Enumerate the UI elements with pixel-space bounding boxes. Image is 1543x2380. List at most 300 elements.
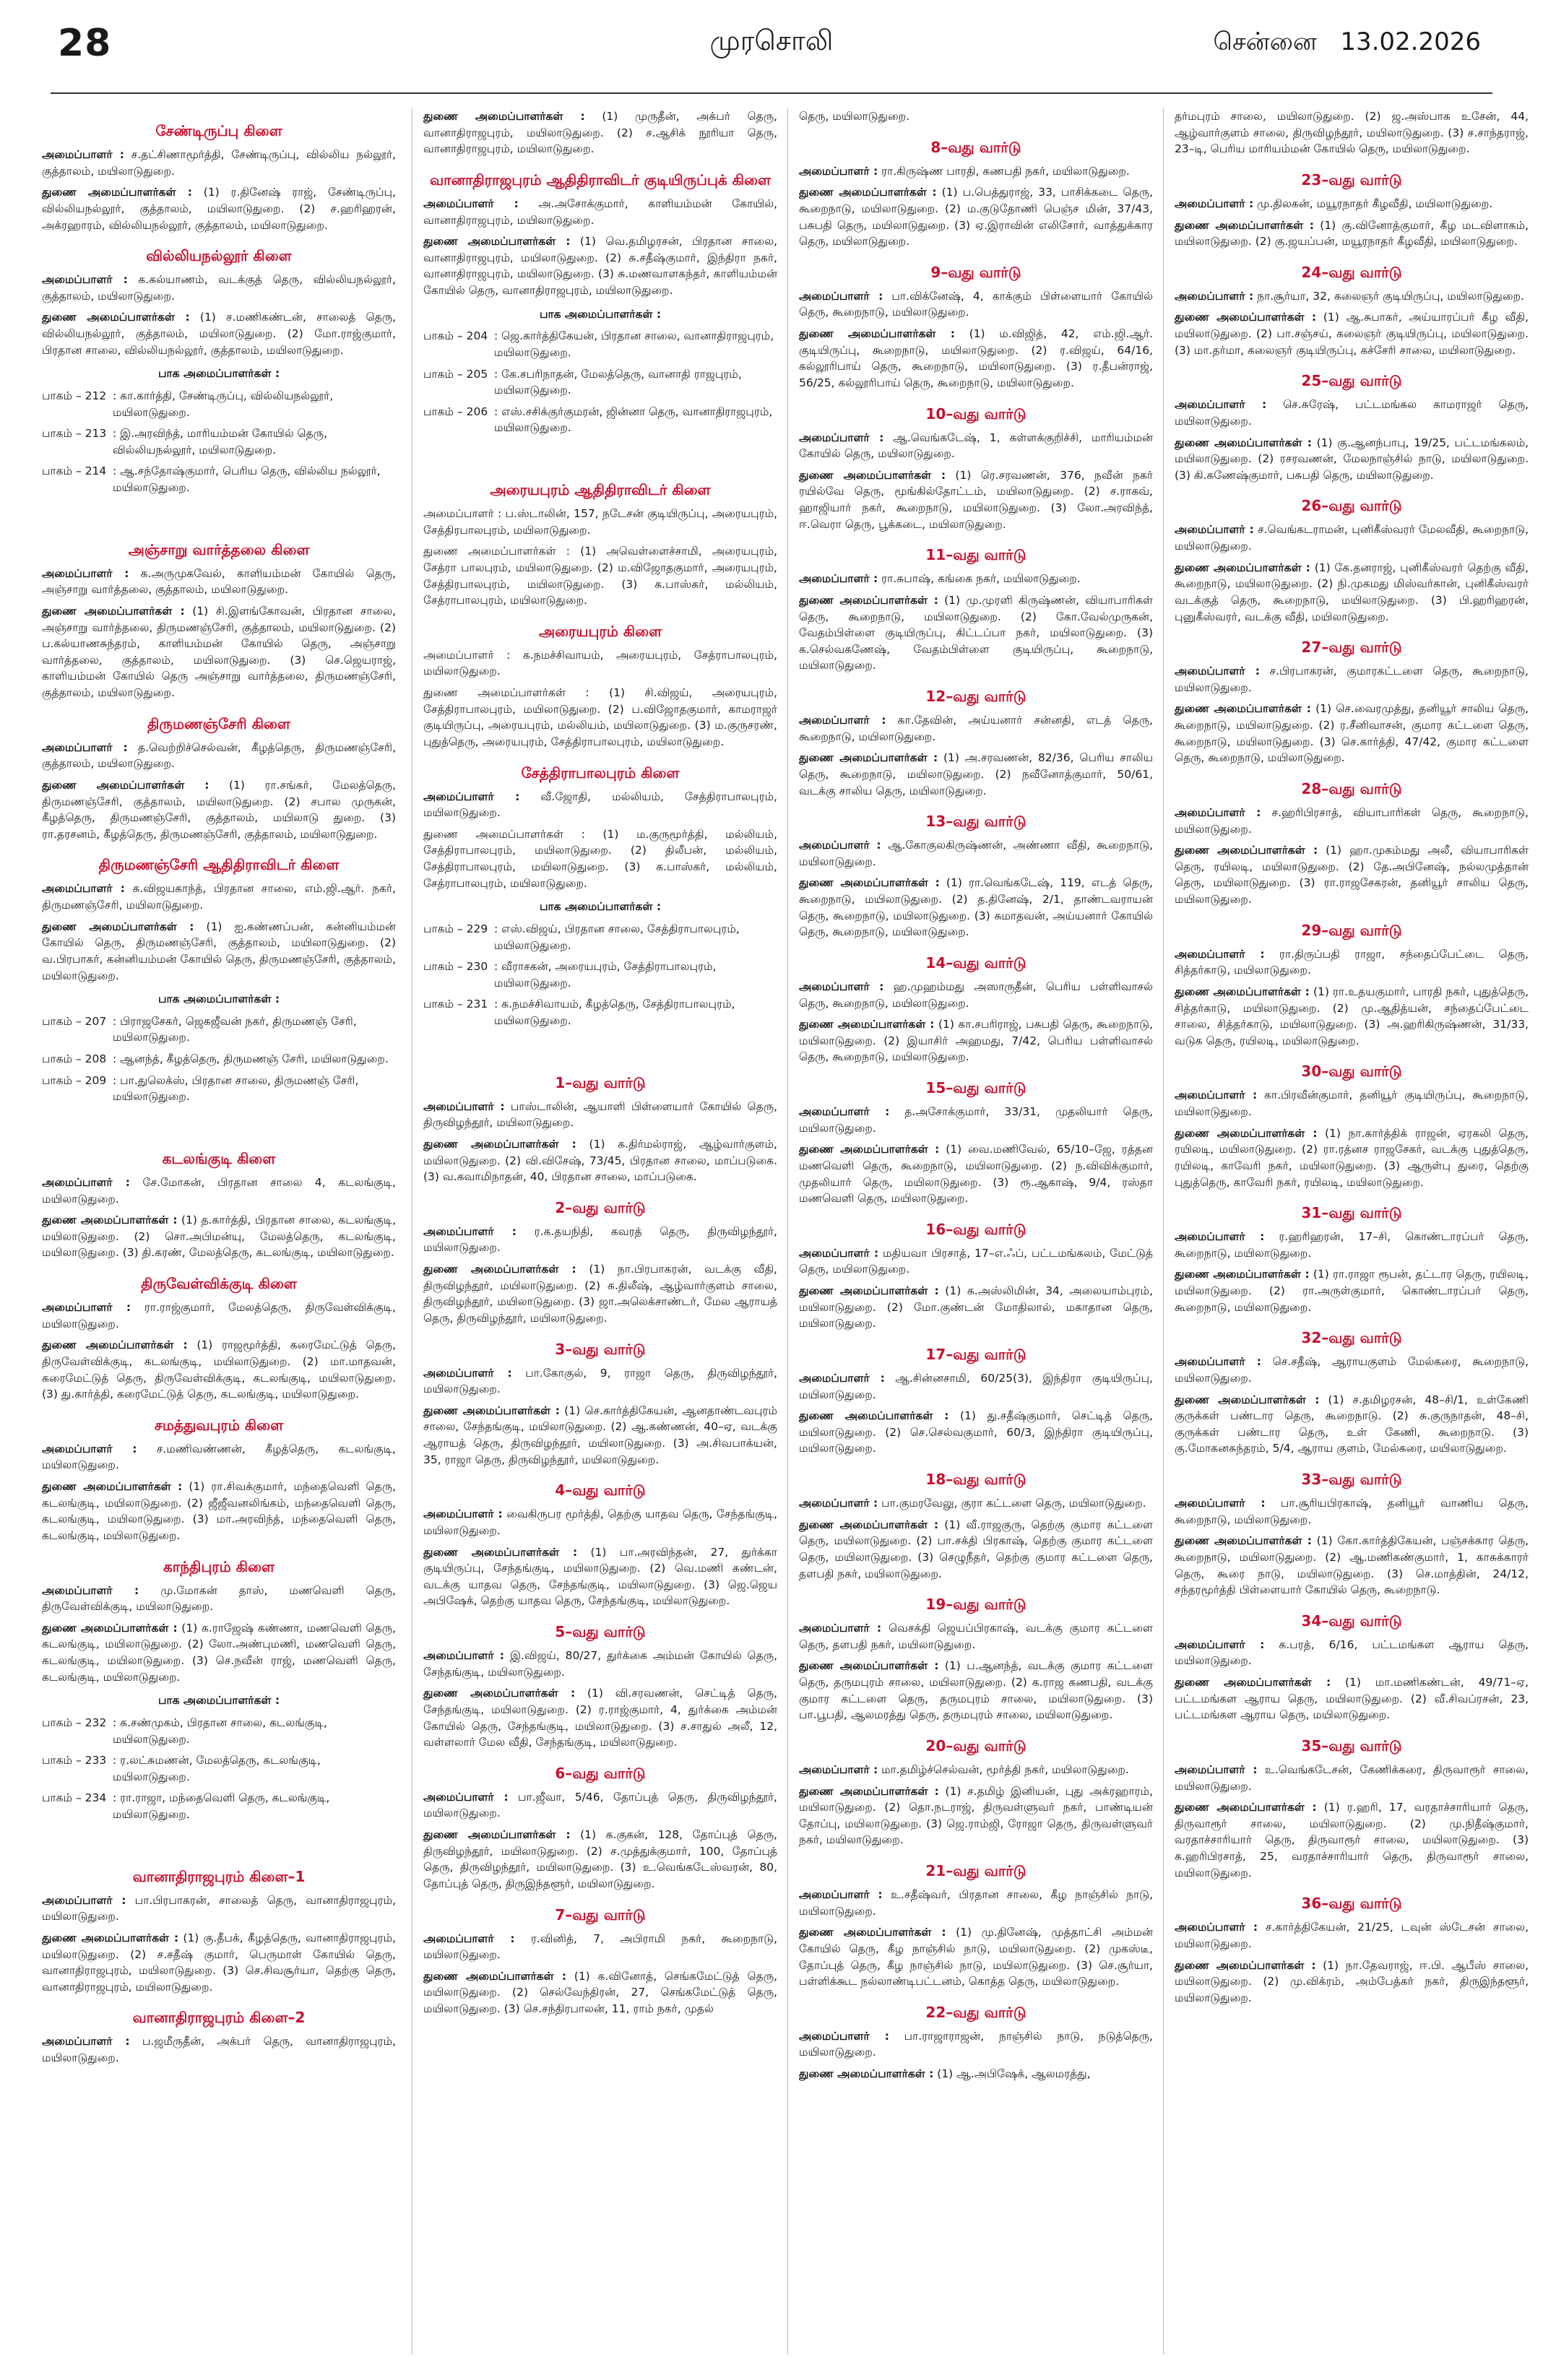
- role-label: துணை அமைப்பாளர்கள் :: [423, 1403, 560, 1417]
- role-label: துணை அமைப்பாளர்கள் :: [423, 1137, 576, 1151]
- section-heading: 10–வது வார்டு: [925, 404, 1026, 423]
- section-heading: 17–வது வார்டு: [925, 1345, 1026, 1363]
- entry-text: (1) மு.தினேஷ், முத்தாட்சி அம்மன் கோயில் தெரு, கீழ நாஞ்சில் நாடு, மயிலாடுதுறை. (2) முகஸ்டீ, தோப்புத் தெரு, கீழ நாஞ்சில் நாடு, மயிலாடுதுறை. (3) செ.சூர்யா, பள்ளிக்கூட நல்லாண்டிபட்டனம், கொத்த தெரு, மயிலாடுதுறை.: [799, 1926, 1153, 1989]
- role-label: அமைப்பாளர் :: [1175, 523, 1254, 537]
- entry-text: வெசக்தி ஜெயப்பிரகாஷ், வடக்கு குமார கட்டளை தெரு, தளபதி நகர், மயிலாடுதுறை.: [799, 1622, 1153, 1651]
- booth-entry: [423, 959, 777, 991]
- role-label: துணை அமைப்பாளர்கள் :: [799, 186, 937, 199]
- entry-paragraph: [1175, 1495, 1529, 1528]
- booth-person: : எஸ்.விஜய், பிரதான சாலை, சேத்திராபாலபுரம், மயிலாடுதுறை.: [494, 922, 740, 952]
- role-label: அமைப்பாளர் :: [42, 148, 124, 161]
- booth-person: : கா.கார்த்தி, சேண்டிருப்பு, வில்லியநல்லூர், மயிலாடுதுறை.: [113, 389, 334, 419]
- entry-text: ர.க.தயநிதி, கவரத் தெரு, திருவிழந்தூர், மயிலாடுதுறை.: [423, 1224, 777, 1255]
- entry-text: க.பரத், 6/16, பட்டமங்கள ஆராய தெரு, மயிலாடுதுறை.: [1175, 1637, 1529, 1668]
- role-label: அமைப்பாளர் :: [799, 164, 878, 178]
- entry-paragraph: [42, 184, 396, 233]
- entry-text: ஆ.கோகுலகிருஷ்ணன், அண்ணா வீதி, கூறைநாடு, மயிலாடுதுறை.: [799, 839, 1153, 868]
- entry-paragraph: [423, 1365, 777, 1398]
- booth-entry: [423, 996, 777, 1029]
- entry-paragraph: [423, 1789, 777, 1822]
- role-label: துணை அமைப்பாளர்கள் :: [1175, 561, 1310, 574]
- section-heading: காந்திபுரம் கிளை: [163, 1557, 275, 1575]
- entry-paragraph: [799, 1924, 1153, 1990]
- role-label: துணை அமைப்பாளர்கள் :: [1175, 218, 1315, 232]
- entry-paragraph: [1175, 842, 1529, 908]
- entry-paragraph: [423, 1224, 777, 1256]
- entry-paragraph: [423, 1506, 777, 1539]
- booth-heading: பாக அமைப்பாளர்கள் :: [157, 367, 280, 381]
- entry-paragraph: [42, 919, 396, 985]
- spacer: [42, 501, 396, 527]
- section-heading: 31–வது வார்டு: [1301, 1204, 1402, 1222]
- entry-paragraph: [1175, 288, 1529, 305]
- section-heading: 5–வது வார்டு: [555, 1623, 646, 1640]
- role-label: அமைப்பாளர் :: [42, 882, 125, 896]
- booth-number: பாகம் – 209: [42, 1073, 107, 1087]
- role-label: அமைப்பாளர் :: [799, 1762, 878, 1776]
- entry-paragraph: [1175, 805, 1529, 837]
- section-heading: 35–வது வார்டு: [1301, 1736, 1402, 1754]
- entry-text: க.கல்யாணம், வடக்குத் தெரு, வில்லியநல்லூர், குத்தாலம், மயிலாடுதுறை.: [42, 273, 396, 303]
- entry-text: உ.வெங்கடேசன், கேணிக்கரை, திருவாரூர் சாலை, மயிலாடுதுறை.: [1175, 1762, 1529, 1793]
- entry-paragraph: [1175, 196, 1529, 212]
- booth-entry: [423, 404, 777, 436]
- entry-paragraph: [423, 1403, 777, 1468]
- role-label: அமைப்பாளர் :: [1175, 1089, 1258, 1102]
- entry-text: (1) நா.பிரபாகரன், வடக்கு வீதி, திருவிழந்தூர், மயிலாடுதுறை. (2) க.திலீஷ், ஆழ்வார்குளம் சாலை, திருவிழந்தூர், மயிலாடுதுறை. (3) ஜா.அலெக்சாண்டர், மேல ஆராயத் தெரு, திருவிழந்தூர், மயிலாடுதுறை.: [423, 1263, 777, 1325]
- role-label: அமைப்பாளர் :: [1175, 398, 1267, 412]
- entry-paragraph: [799, 979, 1153, 1011]
- role-label: அமைப்பாளர் :: [799, 1371, 885, 1385]
- role-label: அமைப்பாளர் :: [799, 572, 878, 586]
- role-label: துணை அமைப்பாளர்கள் :: [799, 1784, 939, 1798]
- entry-paragraph: [799, 1016, 1153, 1065]
- entry-text: (1) ர.தினேஷ் ராஜ், சேண்டிருப்பு, வில்லியநல்லூர், குத்தாலம், மயிலாடுதுறை. (2) ச.ஹரிஹரன், அக்ரஹாரம், வில்லியநல்லூர், குத்தாலம், மயிலாடுதுறை.: [42, 186, 396, 232]
- role-label: துணை அமைப்பாளர்கள் :: [42, 1480, 183, 1493]
- entry-paragraph: [1175, 435, 1529, 484]
- booth-person: : எஸ்.சசிக்குர்குமரன், ஜின்னா தெரு, வானாதிராஜபுரம், மயிலாடுதுறை.: [494, 404, 773, 435]
- section-heading: 18–வது வார்டு: [925, 1471, 1026, 1488]
- section-heading: 21–வது வார்டு: [925, 1862, 1026, 1879]
- entry-text: த.வெற்றிச்செல்வன், கீழத்தெரு, திருமணஞ்சேரி, குத்தாலம், மயிலாடுதுறை.: [42, 740, 396, 771]
- newspaper-name: முரசொலி: [709, 25, 834, 56]
- role-label: அமைப்பாளர் :: [42, 2035, 130, 2048]
- column-divider: [787, 108, 788, 2355]
- section-heading: சமத்துவபுரம் கிளை: [154, 1416, 284, 1434]
- role-label: துணை அமைப்பாளர்கள் :: [1175, 1958, 1316, 1972]
- role-label: துணை அமைப்பாளர்கள் :: [799, 1143, 940, 1156]
- booth-entry: [42, 388, 396, 420]
- entry-paragraph: [423, 196, 777, 228]
- entry-text: இ.விஜய், 80/27, துர்க்கை அம்மன் கோயில் தெரு, சேந்தங்குடி, மயிலாடுதுறை.: [423, 1649, 777, 1679]
- entry-text: (1) அ.சரவணன், 82/36, பெரிய சாலிய தெரு, கூறைநாடு, மயிலாடுதுறை. (2) நவீனோத்குமார், 50/61, வடக்கு சாலிய தெரு, மயிலாடுதுறை.: [799, 751, 1153, 797]
- entry-paragraph: [42, 147, 396, 179]
- entry-text: (1) ரா.சங்கர், மேலத்தெரு, திருமணஞ்சேரி, குத்தாலம், மயிலாடுதுறை. (2) சபால முருகன், கீழத்தெரு, திருமணஞ்சேரி, குத்தாலம், மயிலாடு துறை. (3) ரா.தரசனம், கீழத்தெரு, திருமணஞ்சேரி, குத்தாலம், மயிலாடுதுறை.: [42, 778, 396, 841]
- entry-text: வைகிருபர மூர்த்தி, தெற்கு யாதவ தெரு, சேந்தங்குடி, மயிலாடுதுறை.: [423, 1507, 777, 1537]
- role-label: துணை அமைப்பாளர்கள் :: [799, 1926, 946, 1939]
- entry-paragraph: [42, 566, 396, 598]
- section-heading: 7–வது வார்டு: [555, 1905, 646, 1924]
- section-heading: 26–வது வார்டு: [1301, 497, 1402, 515]
- entry-text: க.அருமுகவேல், காளியம்மன் கோயில் தெரு, அஞ்சாறு வார்த்தலை, குத்தாலம், மயிலாடுதுறை.: [42, 566, 396, 597]
- role-label: அமைப்பாளர் :: [1175, 1637, 1265, 1651]
- booth-entry: [42, 1715, 396, 1747]
- entry-text: (1) வை.மணிவேல், 65/10–ஜே, ரத்தன மணவெளி தெரு, கூறைநாடு, மயிலாடுதுறை. (2) ந.விவிக்குமார், முதலியார் தெரு, மயிலாடுதுறை. (3) ரூ.ஆகாஷ், 9/4, ரஸ்தா மணவெளி தெரு, மயிலாடுதுறை.: [799, 1143, 1153, 1206]
- entry-text: (1) வி.சரவணன், செட்டித் தெரு, சேந்தங்குடி, மயிலாடுதுறை. (2) ர.ராஜ்குமார், 4, துர்க்கை அம்மன் கோயில் தெரு, சேந்தங்குடி, மயிலாடுதுறை. (3) ச.சாதுல் அலீ, 12, வள்ளலார் மேல வீதி, சேந்தங்குடி, மயிலாடுதுறை.: [423, 1687, 777, 1749]
- booth-number: பாகம் – 204: [423, 329, 488, 343]
- entry-paragraph: [799, 1517, 1153, 1583]
- entry-text: (1) மா.மணிகண்டன், 49/71–ஏ, பட்டமங்கள ஆராய தெரு, மயிலாடுதுறை. (2) வீ.சிவப்ரசன், 23, பட்டமங்கள ஆராய தெரு, மயிலாடுதுறை.: [1175, 1676, 1529, 1722]
- entry-paragraph: [1175, 1637, 1529, 1669]
- role-label: அமைப்பாளர் :: [423, 1224, 517, 1238]
- entry-paragraph: துணை அமைப்பாளர்கள் : (1) சி.விஜய், அரையபுரம், சேத்திராபாலபுரம், மயிலாடுதுறை. (2) ப.விஜோதகுமார், காமராஜர் குடியிருப்பு, அரையபுரம், மல்லியம், மயிலாடுதுறை. (3) ம.குருசரண், புதுத்தெரு, அரையபுரம், சேத்திராபாலபுரம், மயிலாடுதுறை.: [423, 686, 777, 748]
- section-heading: கடலங்குடி கிளை: [162, 1149, 276, 1167]
- entry-text: கா.தேவின், அய்யனார் சன்னதி, எடத் தெரு, கூறைநாடு, மயிலாடுதுறை.: [799, 714, 1153, 743]
- section-heading: 24–வது வார்டு: [1301, 263, 1402, 281]
- section-heading: 19–வது வார்டு: [925, 1596, 1026, 1614]
- role-label: அமைப்பாளர் :: [1175, 1230, 1265, 1244]
- entry-paragraph: [42, 309, 396, 358]
- role-label: துணை அமைப்பாளர்கள் :: [1175, 1534, 1312, 1548]
- entry-text: ர.ஹரிஹரன், 17–சி, கொண்டாரப்பர் தெரு, கூறைநாடு, மயிலாடுதுறை.: [1175, 1230, 1529, 1260]
- entry-text: மு.திலகன், மயூரநாதர் கீழவீதி, மயிலாடுதுறை.: [1253, 196, 1493, 210]
- entry-text: செ.சதீஷ், ஆராயகுளம் மேல்கரை, கூறைநாடு, மயிலாடுதுறை.: [1175, 1355, 1529, 1385]
- section-heading: 30–வது வார்டு: [1301, 1063, 1402, 1081]
- role-label: துணை அமைப்பாளர்கள் :: [799, 876, 940, 890]
- role-label: அமைப்பாளர் :: [1175, 947, 1265, 961]
- section-heading: 1–வது வார்டு: [555, 1073, 646, 1091]
- role-label: துணை அமைப்பாளர்கள் :: [1175, 702, 1311, 716]
- entry-text: (1) க.ராஜேஷ் கண்ணா, மணவெளி தெரு, கடலங்குடி, மயிலாடுதுறை. (2) லோ.அண்புமணி, மணவெளி தெரு, கடலங்குடி, மயிலாடுதுறை. (3) செ.நவீன் ராஜ், மணவெளி தெரு, கடலங்குடி, மயிலாடுதுறை.: [42, 1621, 396, 1684]
- entry-paragraph: [42, 740, 396, 772]
- entry-paragraph: [1175, 1674, 1529, 1723]
- section-heading: 25–வது வார்டு: [1301, 372, 1402, 390]
- role-label: துணை அமைப்பாளர்கள் :: [799, 1409, 949, 1423]
- role-label: அமைப்பாளர் :: [799, 430, 884, 444]
- column-1: [42, 108, 396, 2355]
- spacer: [42, 1110, 396, 1136]
- entry-paragraph: [1175, 1957, 1529, 2007]
- entry-text: ஆ.சின்னசாமி, 60/25(3), இந்திரா குடியிருப்பு, மயிலாடுதுறை.: [799, 1371, 1153, 1401]
- booth-number: பாகம் – 207: [42, 1014, 107, 1028]
- booth-number: பாகம் – 234: [42, 1791, 107, 1805]
- entry-paragraph: [1175, 1087, 1529, 1120]
- booth-entry: [42, 1073, 396, 1105]
- entry-text: (1) ச.தமிழ் இனியன், புது அக்ரஹாரம், மயிலாடுதுறை. (2) தொ.நடராஜ், திருவள்ளுவர் நகர், பாண்டியன் தோப்பு, மயிலாடுதுறை. (3) ஜெ.ராம்ஜி, ரோஜா தெரு, திருவள்ளுவர் நகர், மயிலாடுதுறை.: [799, 1784, 1153, 1847]
- entry-text: (1) கா.சபரிராஜ், பசுபதி தெரு, கூறைநாடு, மயிலாடுதுறை. (2) இயாசிர் அஹமது, 7/42, பெரிய பள்ளிவாசல் தெரு, கூறைநாடு, மயிலாடுதுறை.: [799, 1018, 1153, 1064]
- entry-paragraph: [42, 1337, 396, 1403]
- booth-entry: [42, 1051, 396, 1068]
- entry-text: கா.பிரவீன்குமார், தனியூர் குடியிருப்பு, கூறைநாடு, மயிலாடுதுறை.: [1175, 1089, 1529, 1118]
- entry-text: (1) வெ.தமிழரசன், பிரதான சாலை, வானாதிராஜபுரம், மயிலாடுதுறை. (2) சு.சதீஷ்குமார், இந்திரா நகர், வானாதிராஜபுரம், மயிலாடுதுறை. (3) சு.மணவாளகந்தர், காளியம்மன் கோயில் தெரு, வானாதிராஜபுரம், மயிலாடுதுறை.: [423, 235, 777, 297]
- header-rule: [51, 92, 1492, 94]
- entry-paragraph: [423, 1968, 777, 2017]
- role-label: துணை அமைப்பாளர்கள் :: [1175, 311, 1317, 324]
- role-label: அமைப்பாளர் :: [1175, 1921, 1258, 1934]
- entry-paragraph: [799, 750, 1153, 799]
- entry-text: (1) ஆ.சுபாகர், அய்யாரப்பர் கீழ வீதி, மயிலாடுதுறை. (2) பா.சஞ்சய், கலைஞர் குடியிருப்பு, மயிலாடுதுறை. (3) மா.தர்மா, கலைஞர் குடியிருப்பு, கச்சேரி சாலை, மயிலாடுதுறை.: [1175, 311, 1529, 357]
- entry-paragraph: [799, 1370, 1153, 1403]
- entry-paragraph: [799, 1283, 1153, 1332]
- entry-paragraph: [799, 712, 1153, 745]
- entry-text: (1) செ.வைரமுத்து, தனியூர் சாலிய தெரு, கூறைநாடு, மயிலாடுதுறை. (2) ர.சீனிவாசன், குமார கட்டளை தெரு, கூறைநாடு, மயிலாடுதுறை. (3) செ.கார்த்தி, 47/42, குமார கட்டளை தெரு, கூறைநாடு, மயிலாடுதுறை.: [1175, 702, 1529, 765]
- role-label: துணை அமைப்பாளர்கள் :: [1175, 436, 1312, 449]
- entry-paragraph: தர்மபுரம் சாலை, மயிலாடுதுறை. (2) ஜ.அஸ்பாக உசேன், 44, ஆழ்வார்குளம் சாலை, திருவிழந்தூர், மயிலாடுதுறை. (3) ச.சாந்தராஜ், 23–டி, பெரிய மாரியம்மன் கோயில் தெரு, மயிலாடுதுறை.: [1175, 110, 1529, 156]
- booth-person: : ஆனந்த், கீழத்தெரு, திருமணஞ் சேரி, மயிலாடுதுறை.: [113, 1052, 389, 1065]
- section-heading: திருவேள்விக்குடி கிளை: [141, 1275, 297, 1292]
- entry-paragraph: [1175, 522, 1529, 554]
- entry-text: (1) வீ.ராஜகுரு, தெற்கு குமார கட்டளை தெரு, மயிலாடுதுறை. (2) பா.சக்தி பிரகாஷ், தெற்கு குமார கட்டளை தெரு, மயிலாடுதுறை. (3) செழுநீதர், தெற்கு குமார கட்டளை தெரு, தளபதி நகர், மயிலாடுதுறை.: [799, 1518, 1153, 1580]
- booth-number: பாகம் – 230: [423, 960, 488, 974]
- section-heading: 32–வது வார்டு: [1301, 1329, 1402, 1347]
- role-label: துணை அமைப்பாளர்கள் :: [423, 1545, 578, 1559]
- booth-person: : பா.துலெக்ஸ், பிரதான சாலை, திருமணஞ் சேரி, மயிலாடுதுறை.: [113, 1073, 359, 1104]
- role-label: அமைப்பாளர் :: [1175, 1762, 1258, 1776]
- entry-text: (1) மு.முரளி கிருஷ்ணன், வியாபாரிகள் தெரு, கூறைநாடு, மயிலாடுதுறை. (2) கோ.வேல்முருகன், வேதம்பிள்ளை குடியிருப்பு, கிட்டப்பா நகர், மயிலாடுதுறை. (3) க.செல்வகணேஷ், வேதம்பிள்ளை குடியிருப்பு, கூறைநாடு, மயிலாடுதுறை.: [799, 593, 1153, 672]
- booth-person: : ர.லட்சுமணன், மேலத்தெரு, கடலங்குடி, மயிலாடுதுறை.: [113, 1754, 321, 1783]
- role-label: அமைப்பாளர் :: [1175, 1497, 1266, 1510]
- entry-text: (1) ச.தமிழரசன், 48–சி/1, உள்கேணி குருக்கள் பண்டார தெரு, கூறைநாடு. (2) சு.குருநாதன், 48–சி, குருக்கள் பண்டார தெரு, உள் கேணி, கூறைநாடு. (3) கு.மோகனசுந்தரம், 5/4, ஆராய குளம், மேல்கரை, மயிலாடுதுறை.: [1175, 1393, 1529, 1455]
- section-heading: அரையபுரம் ஆதிதிராவிடர் கிளை: [490, 481, 711, 498]
- section-heading: 33–வது வார்டு: [1301, 1471, 1402, 1488]
- entry-paragraph: [423, 1261, 777, 1327]
- entry-text: (1) சி.இளங்கோவன், பிரதான சாலை, அஞ்சாறு வார்த்தலை, திருமணஞ்சேரி, குத்தாலம், மயிலாடுதுறை. (2) ப.கல்யாணசுந்தரம், காளியம்மன் கோயில் தெரு, அஞ்சாறு வார்த்தலை, குத்தாலம், மயிலாடுதுறை. (3) செ.ஜெயராஜ், காளியம்மன் கோயில் தெரு அஞ்சாறு வார்த்தலை, திருமணஞ்சேரி, குத்தாலம், மயிலாடுதுறை.: [42, 604, 396, 699]
- entry-paragraph: [42, 1479, 396, 1544]
- entry-paragraph: [42, 1620, 396, 1686]
- entry-paragraph: [1175, 984, 1529, 1050]
- entry-paragraph: [799, 430, 1153, 462]
- entry-paragraph: [1175, 1762, 1529, 1794]
- booth-person: : பிராஜசேகர், ஜெகஜீவன் நகர், திருமணஞ் சேரி, மயிலாடுதுறை.: [113, 1014, 357, 1044]
- entry-text: ப.ஜமீருதீன், அக்பர் தெரு, வானாதிராஜபுரம், மயிலாடுதுறை.: [42, 2035, 396, 2064]
- entry-text: (1) ரெ.சரவணன், 376, நவீன் நகர் ரயில்வே தெரு, மூங்கில்தோட்டம், மயிலாடுதுறை. (2) ச.ராகவ், ஹாஜியார் நகர், கூறைநாடு, மயிலாடுதுறை. (3) லோ.அரவிந்த், ஈ.வெரா தெரு, பூக்கடை, மயிலாடுதுறை.: [799, 468, 1153, 531]
- entry-paragraph: துணை அமைப்பாளர்கள் : (1) ம.குருமூர்த்தி, மல்லியம், சேத்திராபாலபுரம், மயிலாடுதுறை. (2) திலீபன், மல்லியம், சேத்திராபாலபுரம், மயிலாடுதுறை. (3) க.பாஸ்கர், மல்லியம், சேத்ராபாலபுரம், மயிலாடுதுறை.: [423, 827, 777, 890]
- role-label: அமைப்பாளர் :: [42, 1583, 139, 1597]
- section-heading: 16–வது வார்டு: [925, 1220, 1026, 1238]
- entry-text: க.விஜயகாந்த், பிரதான சாலை, எம்.ஜி.ஆர். நகர், திருமணஞ்சேரி, மயிலாடுதுறை.: [42, 882, 396, 912]
- booth-entry: [42, 463, 396, 496]
- role-label: துணை அமைப்பாளர்கள் :: [1175, 844, 1318, 857]
- booth-heading: பாக அமைப்பாளர்கள் :: [157, 1694, 280, 1708]
- entry-text: (1) ப.பெத்துராஜ், 33, பாசிக்கடை தெரு, கூறைநாடு, மயிலாடுதுறை. (2) ம.குடுதோணி பெஞ்ச மின், 37/43, பசுபதி தெரு, மயிலாடுதுறை. (3) ஏ.இராவின் எலிசோர், வாத்துக்கார தெரு, மயிலாடுதுறை.: [799, 186, 1153, 248]
- booth-entry: [42, 1013, 396, 1046]
- booth-entry: [423, 366, 777, 399]
- spacer: [42, 1828, 396, 1854]
- entry-text: (1) கே.தனராஜ், புனிகீஸ்வரர் தெற்கு வீதி, கூறைநாடு, மயிலாடுதுறை. (2) நி.முகமது மிஸ்வர்கான், புனிகீஸ்வரர் வடக்குத் தெரு, கூறைநாடு, மயிலாடுதுறை. (3) பி.ஹரிஹரன், புனுகீஸ்வரர், வடக்கு வீதி, மயிலாடுதுறை.: [1175, 561, 1529, 623]
- booth-person: : ரா.ராஜா, மந்தைவெளி தெரு, கடலங்குடி, மயிலாடுதுறை.: [113, 1791, 330, 1821]
- entry-paragraph: [1175, 946, 1529, 979]
- role-label: அமைப்பாளர் :: [1175, 665, 1260, 678]
- entry-text: பா.கோகுல், 9, ராஜா தெரு, திருவிழந்தூர், மயிலாடுதுறை.: [423, 1366, 777, 1396]
- booth-entry: [423, 921, 777, 953]
- entry-text: ரா.திருப்பதி ராஜா, சந்தைப்பேட்டை தெரு, சித்தர்காடு, மயிலாடுதுறை.: [1175, 947, 1529, 977]
- role-label: அமைப்பாளர் :: [423, 1099, 505, 1113]
- role-label: துணை அமைப்பாளர்கள் :: [799, 593, 938, 607]
- entry-text: (1) க.அஸ்லிமின், 34, அலையாம்புரம், மயிலாடுதுறை. (2) மோ.குண்டன் மோதிலால், மகாதான தெரு, மயிலாடுதுறை.: [799, 1284, 1153, 1330]
- role-label: துணை அமைப்பாளர்கள் :: [799, 327, 955, 340]
- role-label: துணை அமைப்பாளர்கள் :: [42, 1931, 179, 1944]
- booth-person: : ஜெ.கார்த்திகேயன், பிரதான சாலை, வானாதிராஜபுரம், மயிலாடுதுறை.: [494, 329, 774, 359]
- role-label: அமைப்பாளர் :: [799, 979, 884, 993]
- entry-text: (1) த.கார்த்தி, பிரதான சாலை, கடலங்குடி, மயிலாடுதுறை. (2) சொ.அபிமன்யு, மேலத்தெரு, கடலங்குடி, மயிலாடுதுறை. (3) தி.கரண், மேலத்தெரு, கடலங்குடி, மயிலாடுதுறை.: [42, 1213, 396, 1260]
- entry-paragraph: [1175, 397, 1529, 429]
- entry-text: (1) ஐ.கண்ணப்பன், கன்னியம்மன் கோயில் தெரு, திருமணஞ்சேரி, குத்தாலம், மயிலாடுதுறை. (2) வ.பிரபாகர், கன்னியம்மன் கோயில் தெரு, திருமணஞ்சேரி, குத்தாலம், மயிலாடுதுறை.: [42, 919, 396, 982]
- role-label: துணை அமைப்பாளர்கள் :: [799, 2067, 934, 2080]
- entry-paragraph: [799, 571, 1153, 587]
- entry-paragraph: அமைப்பாளர் : ப.ஸ்டாலின், 157, நடேசன் குடியிருப்பு, அரையபுரம், சேத்திரபாலபுரம், மயிலாடுதுறை.: [423, 507, 777, 537]
- section-heading: வானாதிராஜபுரம் கிளை–1: [132, 1867, 306, 1885]
- entry-text: ஹ.முஹம்மது அஸாருதீன், பெரிய பள்ளிவாசல் தெரு, கூறைநாடு, மயிலாடுதுறை.: [799, 979, 1153, 1010]
- section-heading: வில்லியநல்லூர் கிளை: [146, 247, 292, 265]
- entry-text: (1) நா.கார்த்திக் ராஜன், ஏரகலி தெரு, ரயிலடி, மயிலாடுதுறை. (2) ரா.ரத்னச ராஜசேகர், வடக்கு புதுத்தெரு, ரயிலடி, காவேரி நகர், மயிலாடுதுறை. (3) ஆருள்பு துரை, தெற்கு புதுத்தெரு, காவேரி நகர், ரயிலடி, மயிலாடுதுறை.: [1175, 1126, 1529, 1189]
- role-label: அமைப்பாளர் :: [42, 1893, 126, 1907]
- role-label: அமைப்பாளர் :: [423, 789, 520, 803]
- role-label: அமைப்பாளர் :: [42, 1301, 131, 1314]
- booth-person: : ஆ.சந்தோஷ்குமார், பெரிய தெரு, வில்லிய நல்லூர், மயிலாடுதுறை.: [113, 464, 381, 494]
- section-heading: 15–வது வார்டு: [925, 1079, 1026, 1096]
- entry-paragraph: [423, 1931, 777, 1963]
- entry-paragraph: [42, 1583, 396, 1615]
- role-label: அமைப்பாளர் :: [42, 273, 128, 287]
- entry-paragraph: [799, 1104, 1153, 1136]
- entry-text: (1) கு.வினோத்குமார், கீழ மடவிளாகம், மயிலாடுதுறை. (2) கு.ஜயப்பன், மயூரநாதர் கீழவீதி, மயிலாடுதுறை.: [1175, 218, 1529, 248]
- entry-paragraph: [1175, 1229, 1529, 1261]
- entry-text: பா.ஜீவா, 5/46, தோப்புத் தெரு, திருவிழந்தூர், மயிலாடுதுறை.: [423, 1790, 777, 1820]
- role-label: துணை அமைப்பாளர்கள் :: [42, 1621, 178, 1635]
- booth-person: : வீராசகன், அரையபுரம், சேத்திராபாலபுரம், மயிலாடுதுறை.: [494, 960, 717, 990]
- entry-paragraph: [799, 1408, 1153, 1457]
- entry-text: ச.கார்த்திகேயன், 21/25, டவுன் ஸ்டேசன் சாலை, மயிலாடுதுறை.: [1175, 1921, 1529, 1950]
- entry-text: பா.சூரியபிரகாஷ், தனியூர் வாணிய தெரு, கூறைநாடு, மயிலாடுதுறை.: [1175, 1497, 1529, 1526]
- booth-number: பாகம் – 214: [42, 464, 107, 478]
- role-label: அமைப்பாளர் :: [423, 1507, 503, 1521]
- entry-text: (1) ச.மணிகண்டன், சாலைத் தெரு, வில்லியநல்லூர், குத்தாலம், மயிலாடுதுறை. (2) மோ.ராஜ்குமார், பிரதான சாலை, வில்லியநல்லூர், குத்தாலம், மயிலாடுதுறை.: [42, 311, 396, 357]
- role-label: துணை அமைப்பாளர்கள் :: [1175, 1676, 1331, 1689]
- role-label: துணை அமைப்பாளர்கள் :: [42, 919, 194, 933]
- role-label: துணை அமைப்பாளர்கள் :: [423, 110, 585, 123]
- role-label: அமைப்பாளர் :: [42, 566, 129, 580]
- section-heading: திருமணஞ்சேரி கிளை: [147, 714, 290, 732]
- role-label: துணை அமைப்பாளர்கள் :: [42, 778, 209, 792]
- section-heading: 22–வது வார்டு: [925, 2003, 1026, 2021]
- role-label: அமைப்பாளர் :: [799, 1105, 890, 1118]
- spacer: [423, 1034, 777, 1060]
- booth-heading: பாக அமைப்பாளர்கள் :: [157, 992, 280, 1006]
- role-label: அமைப்பாளர் :: [423, 1649, 505, 1662]
- entry-paragraph: [42, 1212, 396, 1261]
- entry-text: ச.வெங்கடராமன், புனிகீஸ்வரர் மேலவீதி, கூறைநாடு, மயிலாடுதுறை.: [1175, 523, 1529, 553]
- entry-text: (1) முருதீன், அக்பர் தெரு, வானாதிராஜபுரம், மயிலாடுதுறை. (2) ச.ஆசிக் நூரியா தெரு, வானாதிராஜபுரம், மயிலாடுதுறை.: [423, 110, 777, 156]
- entry-text: ச.தட்சிணாமூர்த்தி, சேண்டிருப்பு, வில்லிய நல்லூர், குத்தாலம், மயிலாடுதுறை.: [42, 148, 396, 178]
- section-heading: 23–வது வார்டு: [1301, 170, 1402, 189]
- section-heading: 27–வது வார்டு: [1301, 639, 1402, 657]
- booth-entry: [42, 425, 396, 458]
- role-label: துணை அமைப்பாளர்கள் :: [799, 1659, 939, 1673]
- entry-paragraph: [1175, 1919, 1529, 1952]
- booth-number: பாகம் – 208: [42, 1052, 107, 1065]
- entry-text: ரா.சுபாஷ், கங்கை நகர், மயிலாடுதுறை.: [878, 572, 1081, 586]
- role-label: துணை அமைப்பாளர்கள் :: [423, 1828, 571, 1841]
- entry-text: பா.பிரபாகரன், சாலைத் தெரு, வானாதிராஜபுரம், மயிலாடுதுறை.: [42, 1893, 396, 1924]
- entry-paragraph: [1175, 1799, 1529, 1881]
- column-4: [1175, 108, 1529, 2355]
- entry-text: (1) க.குகன், 128, தோப்புத் தெரு, திருவிழந்தூர், மயிலாடுதுறை. (2) ச.முத்துக்குமார், 100, தோப்புத் தெரு, திருவிழந்தூர், மயிலாடுதுறை. (3) உ.வெங்கடேஸ்வரன், 80, தோப்புத் தெரு, திருஇந்தளூர், மயிலாடுதுறை.: [423, 1828, 777, 1890]
- role-label: அமைப்பாளர் :: [42, 1175, 130, 1189]
- entry-paragraph: [799, 2028, 1153, 2061]
- entry-paragraph: [799, 1658, 1153, 1723]
- booth-number: பாகம் – 212: [42, 389, 107, 402]
- entry-paragraph: [1175, 663, 1529, 696]
- booth-entry: [42, 1790, 396, 1822]
- section-heading: 28–வது வார்டு: [1301, 779, 1402, 797]
- entry-text: (1) ம.விஜித், 42, எம்.ஜி.ஆர். குடியிருப்பு, கூறைநாடு, மயிலாடுதுறை. (2) ர.விஜய், 64/16, கல்லூரிபாய் தெரு, கூறைநாடு, மயிலாடுதுறை. (3) ர.தீபன்ராஜ், 56/25, கல்லூரிபாய் தெரு, கூறைநாடு, மயிலாடுதுறை.: [799, 327, 1153, 389]
- role-label: அமைப்பாளர் :: [42, 740, 128, 754]
- entry-text: (1) செ.கார்த்திகேயன், ஆனதாண்டவபுரம் சாலை, சேந்தங்குடி, மயிலாடுதுறை. (2) ஆ.கண்ணன், 40–ஏ, வடக்கு ஆராயத் தெரு, திருவிழந்தூர், மயிலாடுதுறை. (3) அ.சிவபாக்யன், 35, ராஜா தெரு, திருவிழந்தூர், மயிலாடுதுறை.: [423, 1403, 777, 1466]
- entry-text: (1) ராஜமூர்த்தி, கரைமேட்டுத் தெரு, திருவேள்விக்குடி, கடலங்குடி, மயிலாடுதுறை. (2) மா.மாதவன், கரைமேட்டுத் தெரு, திருவேள்விக்குடி, கடலங்குடி, மயிலாடுதுறை. (3) து.கார்த்தி, கரைமேட்டுத் தெரு, கடலங்குடி, மயிலாடுதுறை.: [42, 1338, 396, 1401]
- role-label: அமைப்பாளர் :: [799, 839, 881, 852]
- role-label: அமைப்பாளர் :: [799, 1497, 878, 1510]
- booth-heading: பாக அமைப்பாளர்கள் :: [539, 900, 662, 914]
- entry-text: ச.ஹரிபிரசாத், வியாபாரிகள் தெரு, கூறைநாடு, மயிலாடுதுறை.: [1175, 805, 1529, 836]
- section-heading: 14–வது வார்டு: [925, 953, 1026, 972]
- entry-text: (1) க.திர்மல்ராஜ், ஆழ்வார்குளம், மயிலாடுதுறை. (2) வி.விசேஷ், 73/45, பிரதான சாலை, மாப்படுகை. (3) வ.கவாமிநாதன், 40, பிரதான சாலை, மாப்படுகை.: [423, 1137, 777, 1184]
- entry-paragraph: [42, 2033, 396, 2066]
- entry-paragraph: [799, 1762, 1153, 1778]
- role-label: துணை அமைப்பாளர்கள் :: [42, 1338, 188, 1352]
- entry-text: ஆ.வெங்கடேஷ், 1, கள்ளக்குறிச்சி, மாரியம்மன் கோயில் தெரு, மயிலாடுதுறை.: [799, 430, 1153, 461]
- entry-paragraph: [799, 288, 1153, 321]
- entry-paragraph: [799, 1620, 1153, 1653]
- entry-paragraph: [799, 1887, 1153, 1919]
- entry-paragraph: [1175, 217, 1529, 250]
- role-label: துணை அமைப்பாளர்கள் :: [799, 1518, 939, 1531]
- entry-paragraph: [423, 1827, 777, 1892]
- entry-paragraph: [799, 2066, 1153, 2082]
- entry-paragraph: [423, 1544, 777, 1610]
- role-label: துணை அமைப்பாளர்கள் :: [42, 311, 190, 324]
- entry-paragraph: அமைப்பாளர் : க.நமச்சிவாயம், அரையபுரம், சேத்ராபாலபுரம், மயிலாடுதுறை.: [423, 648, 777, 678]
- role-label: அமைப்பாளர் :: [1175, 1355, 1262, 1369]
- section-heading: 12–வது வார்டு: [925, 688, 1026, 705]
- entry-text: செ.சுரேஷ், பட்டமங்கல காமராஜர் தெரு, மயிலாடுதுறை.: [1175, 398, 1529, 428]
- entry-text: மு.மோகன் தாஸ், மணவெளி தெரு, திருவேள்விக்குடி, மயிலாடுதுறை.: [42, 1583, 396, 1614]
- section-heading: 8–வது வார்டு: [930, 138, 1021, 156]
- role-label: துணை அமைப்பாளர்கள் :: [423, 1263, 576, 1276]
- entry-text: நா.சூர்யா, 32, கலைஞர் குடியிருப்பு, மயிலாடுதுறை.: [1253, 289, 1524, 303]
- booth-number: பாகம் – 231: [423, 998, 488, 1011]
- role-label: அமைப்பாளர் :: [1175, 805, 1261, 819]
- role-label: துணை அமைப்பாளர்கள் :: [42, 186, 193, 199]
- booth-person: : க.நமச்சிவாயம், கீழத்தெரு, சேத்திராபாலபுரம், மயிலாடுதுறை.: [494, 998, 735, 1027]
- section-heading: திருமணஞ்சேரி ஆதிதிராவிடர் கிளை: [98, 856, 340, 874]
- entry-paragraph: தெரு, மயிலாடுதுறை.: [799, 110, 910, 123]
- entry-paragraph: [1175, 1354, 1529, 1386]
- entry-paragraph: [799, 1495, 1153, 1512]
- role-label: அமைப்பாளர் :: [799, 1622, 882, 1635]
- booth-entry: [423, 328, 777, 360]
- entry-text: (1) ரா.வெங்கடேஷ், 119, எடத் தெரு, கூறைநாடு, மயிலாடுதுறை. (2) த.தினேஷ், 2/1, தாண்டவராயன் தெரு, கூறைநாடு, மயிலாடுதுறை. (3) சுமாதவன், அய்யனார் கோயில் தெரு, கூறைநாடு, மயிலாடுதுறை.: [799, 876, 1153, 939]
- entry-text: ச.மணிவண்ணன், கீழத்தெரு, கடலங்குடி, மயிலாடுதுறை.: [42, 1442, 396, 1472]
- date: 13.02.2026: [1340, 27, 1481, 56]
- entry-paragraph: [42, 272, 396, 304]
- booth-person: : கே.சபரிநாதன், மேலத்தெரு, வானாதி ராஜபுரம், மயிலாடுதுறை.: [494, 367, 742, 397]
- section-heading: 11–வது வார்டு: [925, 546, 1026, 564]
- role-label: துணை அமைப்பாளர்கள் :: [423, 1969, 567, 1983]
- role-label: துணை அமைப்பாளர்கள் :: [423, 1687, 576, 1700]
- booth-number: பாகம் – 205: [423, 367, 488, 381]
- role-label: துணை அமைப்பாளர்கள் :: [1175, 1801, 1317, 1814]
- entry-paragraph: [799, 1141, 1153, 1207]
